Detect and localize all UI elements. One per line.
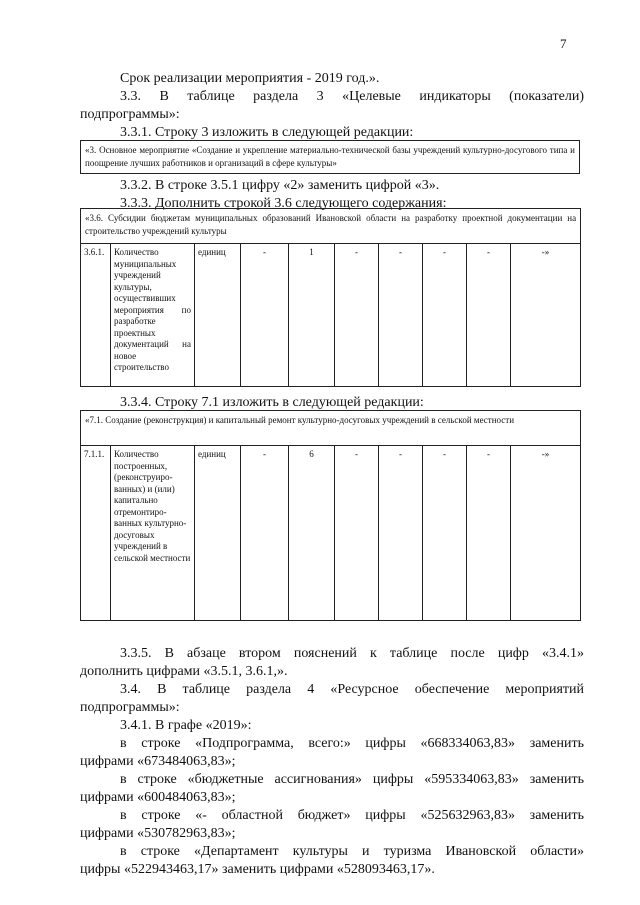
table-cell: 6 xyxy=(289,446,335,621)
table-cell: единиц xyxy=(195,446,241,621)
table-cell: единиц xyxy=(195,244,241,387)
paragraph: в строке «Подпрограмма, всего:» цифры «668334063,83» заменить xyxy=(120,736,584,751)
paragraph: подпрограммы»: xyxy=(80,700,180,715)
table-cell: 7.1.1. xyxy=(81,446,111,621)
paragraph: цифры «522943463,17» заменить цифрами «528093463,17». xyxy=(80,862,435,877)
paragraph: цифрами «530782963,83»; xyxy=(80,826,236,841)
paragraph: 3.3.3. Дополнить строкой 3.6 следующего содержания: xyxy=(120,196,447,211)
table-row xyxy=(81,244,581,387)
table-cell: «3. Основное мероприятие «Создание и укрепление материально-технической базы учреждений культурно-досугового типа и поощрение лучших работников и организаций в сфере культуры» xyxy=(81,141,580,174)
table-header: «7.1. Создание (реконструкция) и капитальный ремонт культурно-досуговых учреждений в сельской местности xyxy=(81,411,581,446)
paragraph: цифрами «673484063,83»; xyxy=(80,754,236,769)
table-row-3 xyxy=(80,140,580,174)
table-cell: - xyxy=(467,244,511,387)
page-number: 7 xyxy=(560,36,567,51)
table-cell: - xyxy=(423,244,467,387)
table-cell: Количество построенных, (реконструиро-ванных) и (или) капитально отремонтиро-ванных культурно-досуговых учреждений в сельской местности xyxy=(111,446,195,621)
table-row xyxy=(81,446,581,621)
paragraph: 3.3.5. В абзаце втором пояснений к таблице после цифр «3.4.1» xyxy=(120,646,584,661)
paragraph: в строке «бюджетные ассигнования» цифры «595334063,83» заменить xyxy=(120,772,584,787)
paragraph: 3.3. В таблице раздела 3 «Целевые индикаторы (показатели) xyxy=(120,89,584,104)
paragraph: в строке «Департамент культуры и туризма Ивановской области» xyxy=(120,844,584,859)
paragraph: дополнить цифрами «3.5.1, 3.6.1,». xyxy=(80,664,288,679)
table-cell: - xyxy=(335,244,379,387)
paragraph: 3.3.4. Строку 7.1 изложить в следующей редакции: xyxy=(120,395,424,410)
table-cell: - xyxy=(335,446,379,621)
table-3-6 xyxy=(80,208,581,387)
table-cell: - xyxy=(467,446,511,621)
table-cell: 3.6.1. xyxy=(81,244,111,387)
paragraph: 3.4.1. В графе «2019»: xyxy=(120,718,252,733)
table-cell: -» xyxy=(511,446,581,621)
paragraph: в строке «- областной бюджет» цифры «525632963,83» заменить xyxy=(120,808,584,823)
table-cell: - xyxy=(379,244,423,387)
table-header: «3.6. Субсидии бюджетам муниципальных образований Ивановской области на разработку проектной документации на строительство учреждений культуры xyxy=(81,209,581,244)
table-cell: -» xyxy=(511,244,581,387)
table-7-1 xyxy=(80,410,581,621)
table-cell: 1 xyxy=(289,244,335,387)
table-cell: - xyxy=(241,446,289,621)
paragraph: Срок реализации мероприятия - 2019 год.». xyxy=(120,71,380,86)
table-cell: Количество муниципальных учреждений культуры, осуществивших мероприятия по разработке проектных документаций на новое строительство xyxy=(111,244,195,387)
table-cell: - xyxy=(241,244,289,387)
table-cell: - xyxy=(379,446,423,621)
paragraph: 3.4. В таблице раздела 4 «Ресурсное обеспечение мероприятий xyxy=(120,682,584,697)
paragraph: 3.3.1. Строку 3 изложить в следующей редакции: xyxy=(120,125,414,140)
paragraph: цифрами «600484063,83»; xyxy=(80,790,236,805)
paragraph: 3.3.2. В строке 3.5.1 цифру «2» заменить цифрой «3». xyxy=(120,178,440,193)
table-cell: - xyxy=(423,446,467,621)
paragraph: подпрограммы»: xyxy=(80,107,180,122)
